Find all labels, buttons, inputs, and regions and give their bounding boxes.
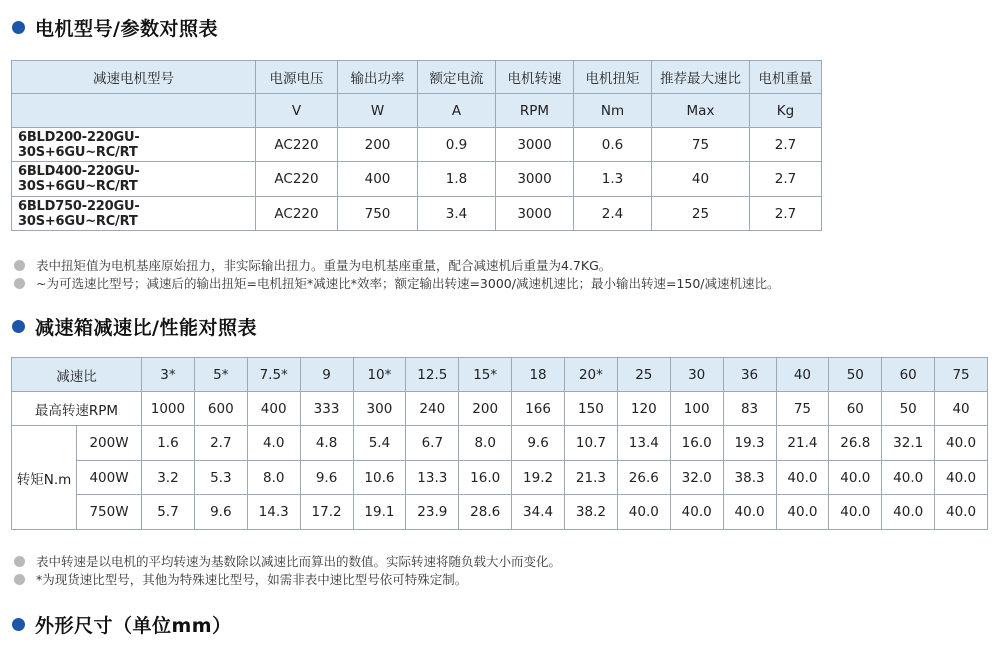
ratio-cell: 9 [300,358,353,392]
table-cell: 0.6 [574,128,652,162]
bullet-dot-icon [12,320,25,333]
torque-cell: 6.7 [406,426,459,461]
ratio-cell: 18 [512,358,565,392]
speed-cell: 1000 [142,392,195,426]
torque-row [12,495,988,530]
torque-cell: 40.0 [829,461,882,495]
ratio-cell: 50 [829,358,882,392]
gearbox-ratio-table [11,357,988,530]
unit-cell: Kg [750,94,822,128]
table-row [12,128,822,162]
section-title-text: 电机型号/参数对照表 [35,18,218,40]
table-header-row [12,61,822,94]
torque-cell: 5.4 [353,426,406,461]
ratio-cell: 40 [776,358,829,392]
model-cell: 6BLD200-220GU-30S+6GU~RC/RT [12,128,256,162]
torque-cell: 40.0 [829,495,882,530]
ratio-cell: 30 [670,358,723,392]
torque-cell: 21.3 [565,461,618,495]
table-row [12,162,822,197]
torque-cell: 13.3 [406,461,459,495]
unit-cell: Nm [574,94,652,128]
speed-cell: 75 [776,392,829,426]
torque-cell: 26.8 [829,426,882,461]
section-title-motor-params [12,14,218,41]
speed-cell: 83 [723,392,776,426]
table-unit-row [12,94,822,128]
torque-cell: 14.3 [247,495,300,530]
note-text: 表中转速是以电机的平均转速为基数除以减速比而算出的数值。实际转速将随负载大小而变化。 [36,554,562,569]
section-title-text: 减速箱减速比/性能对照表 [35,317,257,339]
speed-cell: 240 [406,392,459,426]
torque-cell: 4.0 [247,426,300,461]
torque-cell: 23.9 [406,495,459,530]
unit-cell: V [256,94,338,128]
speed-cell: 40 [935,392,988,426]
speed-cell: 300 [353,392,406,426]
torque-cell: 19.1 [353,495,406,530]
notes-gearbox [14,552,561,588]
table-cell: 2.7 [750,197,822,231]
table-cell: 750 [338,197,418,231]
torque-cell: 17.2 [300,495,353,530]
power-cell: 750W [77,495,142,530]
torque-cell: 40.0 [935,461,988,495]
torque-cell: 40.0 [776,495,829,530]
torque-cell: 16.0 [459,461,512,495]
torque-cell: 40.0 [776,461,829,495]
speed-cell: 150 [565,392,618,426]
torque-cell: 21.4 [776,426,829,461]
unit-cell: RPM [496,94,574,128]
ratio-cell: 25 [617,358,670,392]
ratio-cell: 7.5* [247,358,300,392]
power-cell: 200W [77,426,142,461]
torque-cell: 19.2 [512,461,565,495]
table-cell: 25 [652,197,750,231]
ratio-cell: 15* [459,358,512,392]
note-line [14,274,780,292]
ratio-cell: 12.5 [406,358,459,392]
torque-cell: 26.6 [617,461,670,495]
torque-cell: 38.2 [565,495,618,530]
torque-cell: 8.0 [459,426,512,461]
bullet-dot-icon [14,556,25,567]
speed-cell: 200 [459,392,512,426]
table-cell: 1.3 [574,162,652,197]
ratio-cell: 20* [565,358,618,392]
speed-cell: 333 [300,392,353,426]
table-cell: 1.8 [418,162,496,197]
table-cell: AC220 [256,197,338,231]
note-text: ~为可选速比型号；减速后的输出扭矩=电机扭矩*减速比*效率；额定输出转速=3000/减速机速比；最小输出转速=150/减速机速比。 [36,276,780,291]
torque-cell: 3.2 [142,461,195,495]
speed-cell: 166 [512,392,565,426]
ratio-label-cell: 减速比 [12,358,142,392]
torque-cell: 19.3 [723,426,776,461]
motor-params-table [11,60,822,231]
table-cell: 3000 [496,197,574,231]
unit-cell: A [418,94,496,128]
header-cell: 电机扭矩 [574,61,652,94]
power-cell: 400W [77,461,142,495]
torque-label-cell: 转矩N.m [12,426,77,530]
torque-cell: 8.0 [247,461,300,495]
note-text: *为现货速比型号，其他为特殊速比型号，如需非表中速比型号依可特殊定制。 [36,572,468,587]
table-cell: 0.9 [418,128,496,162]
torque-cell: 40.0 [723,495,776,530]
torque-row [12,426,988,461]
unit-cell [12,94,256,128]
speed-cell: 600 [194,392,247,426]
ratio-cell: 60 [882,358,935,392]
table-cell: 3000 [496,128,574,162]
torque-cell: 38.3 [723,461,776,495]
table-cell: 3000 [496,162,574,197]
ratio-cell: 5* [194,358,247,392]
speed-row [12,392,988,426]
torque-cell: 1.6 [142,426,195,461]
table-cell: AC220 [256,162,338,197]
ratio-row [12,358,988,392]
section-title-text: 外形尺寸（单位mm） [35,615,232,637]
speed-cell: 100 [670,392,723,426]
header-cell: 额定电流 [418,61,496,94]
bullet-dot-icon [14,260,25,271]
ratio-cell: 10* [353,358,406,392]
table-cell: 2.7 [750,128,822,162]
torque-cell: 9.6 [512,426,565,461]
header-cell: 电源电压 [256,61,338,94]
section-title-dimensions [12,611,232,638]
torque-cell: 40.0 [882,461,935,495]
bullet-dot-icon [14,278,25,289]
table-cell: AC220 [256,128,338,162]
bullet-dot-icon [12,21,25,34]
note-text: 表中扭矩值为电机基座原始扭力，非实际输出扭力。重量为电机基座重量，配合减速机后重量为4.7KG。 [36,258,612,273]
ratio-cell: 3* [142,358,195,392]
torque-cell: 10.6 [353,461,406,495]
ratio-cell: 75 [935,358,988,392]
header-cell: 电机重量 [750,61,822,94]
header-cell: 减速电机型号 [12,61,256,94]
table-cell: 200 [338,128,418,162]
torque-cell: 16.0 [670,426,723,461]
torque-cell: 9.6 [300,461,353,495]
header-cell: 输出功率 [338,61,418,94]
speed-cell: 120 [617,392,670,426]
torque-cell: 40.0 [935,495,988,530]
table-cell: 75 [652,128,750,162]
note-line [14,552,561,570]
table-cell: 400 [338,162,418,197]
unit-cell: W [338,94,418,128]
torque-cell: 5.3 [194,461,247,495]
section-title-gearbox [12,313,257,340]
torque-cell: 40.0 [882,495,935,530]
table-row [12,197,822,231]
torque-cell: 4.8 [300,426,353,461]
header-cell: 电机转速 [496,61,574,94]
model-cell: 6BLD750-220GU-30S+6GU~RC/RT [12,197,256,231]
torque-cell: 40.0 [670,495,723,530]
torque-cell: 13.4 [617,426,670,461]
speed-cell: 400 [247,392,300,426]
table-cell: 40 [652,162,750,197]
torque-cell: 40.0 [617,495,670,530]
bullet-dot-icon [14,574,25,585]
model-cell: 6BLD400-220GU-30S+6GU~RC/RT [12,162,256,197]
table-cell: 2.7 [750,162,822,197]
bullet-dot-icon [12,618,25,631]
torque-cell: 32.0 [670,461,723,495]
speed-cell: 60 [829,392,882,426]
torque-cell: 32.1 [882,426,935,461]
note-line [14,256,780,274]
torque-cell: 5.7 [142,495,195,530]
notes-motor-params [14,256,780,292]
table-cell: 3.4 [418,197,496,231]
torque-cell: 40.0 [935,426,988,461]
torque-cell: 28.6 [459,495,512,530]
speed-label-cell: 最高转速RPM [12,392,142,426]
ratio-cell: 36 [723,358,776,392]
speed-cell: 50 [882,392,935,426]
torque-cell: 2.7 [194,426,247,461]
table-cell: 2.4 [574,197,652,231]
torque-cell: 10.7 [565,426,618,461]
torque-row [12,461,988,495]
torque-cell: 34.4 [512,495,565,530]
torque-cell: 9.6 [194,495,247,530]
note-line [14,570,561,588]
header-cell: 推荐最大速比 [652,61,750,94]
unit-cell: Max [652,94,750,128]
